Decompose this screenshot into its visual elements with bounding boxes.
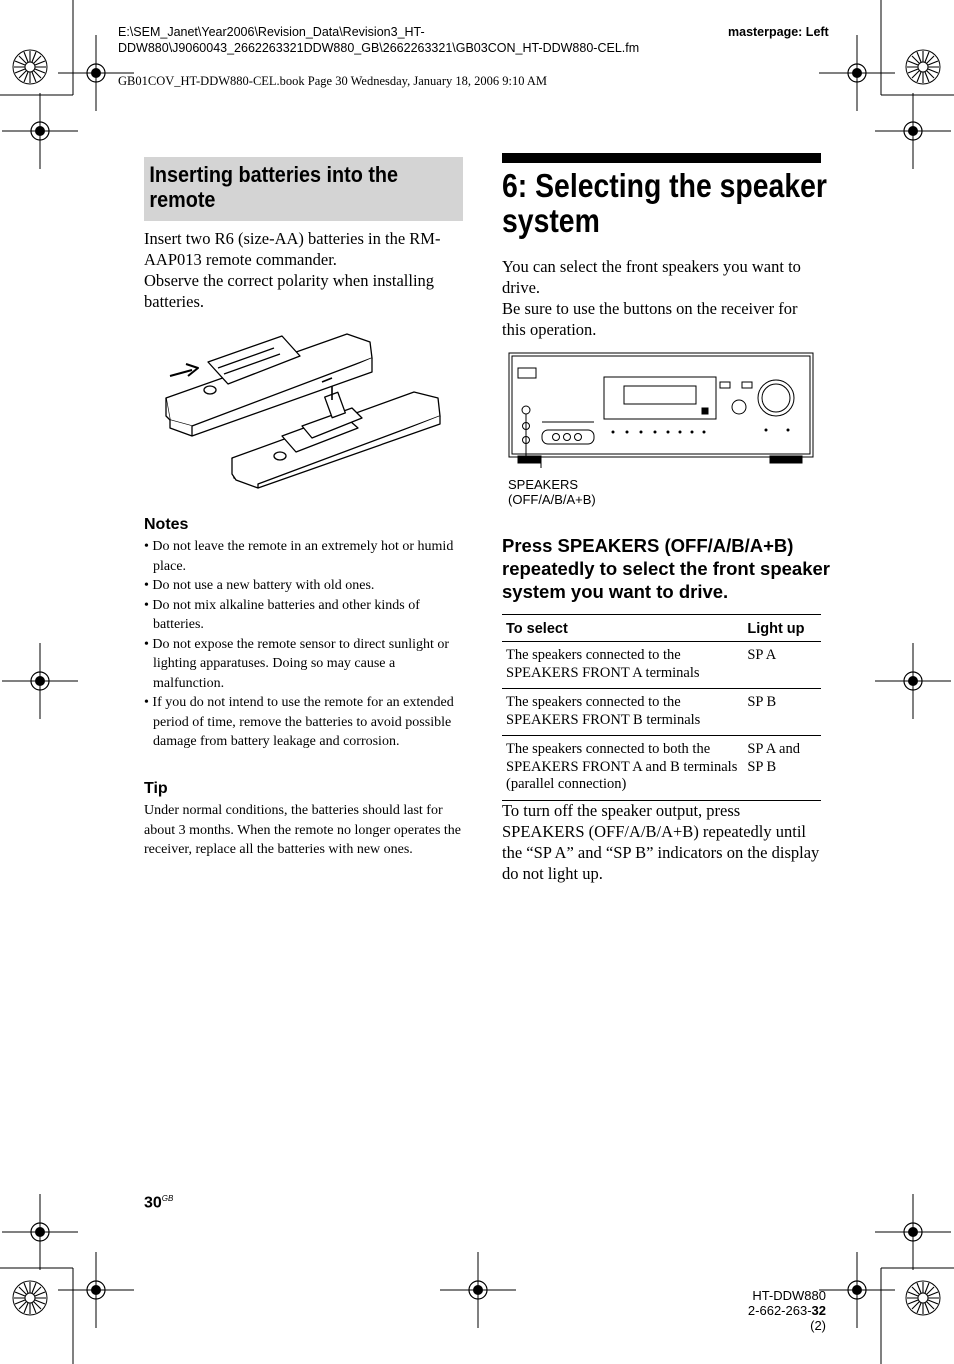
file-path — [118, 24, 639, 56]
remote-battery-illustration — [162, 328, 447, 500]
note-item: • Do not leave the remote in an extremely hot or humid place. — [144, 537, 464, 576]
code-suffix: (2) — [810, 1318, 826, 1333]
tip-title: Tip — [144, 780, 168, 797]
page-number — [144, 1194, 173, 1212]
speakers-callout: SPEAKERS (OFF/A/B/A+B) — [508, 477, 596, 507]
model-name: HT-DDW880 — [752, 1288, 826, 1303]
tip-text: Under normal conditions, the batteries should last for about 3 months. When the remote no longer operates the receiver, replace all the batteries with new ones. — [144, 803, 461, 857]
notes-list — [144, 537, 464, 752]
col-light-up: Light up — [743, 615, 821, 642]
outro-text: To turn off the speaker output, press SPEAKERS (OFF/A/B/A+B) repeatedly until the “SP A” and “SP B” indicators on the display do not light up. — [502, 801, 820, 883]
note-item: • Do not use a new battery with old ones. — [144, 576, 464, 596]
code-bold: 32 — [811, 1303, 826, 1318]
book-line: GB01COV_HT-DDW880-CEL.book Page 30 Wednesday, January 18, 2006 9:10 AM — [118, 74, 548, 88]
file-path-line2: DDW880\J9060043_2662263321DDW880_GB\2662263321\GB03CON_HT-DDW880-CEL.fm — [118, 41, 640, 55]
title-rule — [502, 153, 821, 163]
selection-table — [502, 614, 821, 801]
cell-light: SP B — [743, 689, 821, 736]
page-number-sup: GB — [161, 1194, 174, 1203]
code-prefix: 2-662-263- — [747, 1303, 812, 1318]
note-item: • Do not expose the remote sensor to direct sunlight or lighting apparatuses. Doing so may cause a malfunction. — [144, 635, 464, 694]
cell-select: The speakers connected to the SPEAKERS FRONT A terminals — [502, 642, 743, 689]
note-item: • If you do not intend to use the remote for an extended period of time, remove the batteries to avoid possible damage from battery leakage and corrosion. — [144, 693, 464, 752]
page-title: 6: Selecting the speaker system — [502, 167, 827, 239]
battery-intro — [144, 228, 464, 312]
battery-intro-1: Insert two R6 (size-AA) batteries in the RM-AAP013 remote commander. — [144, 229, 441, 269]
cell-light: SP A and SP B — [743, 736, 821, 801]
cell-select: The speakers connected to both the SPEAKERS FRONT A and B terminals (parallel connection) — [502, 736, 743, 801]
model-footer — [730, 1288, 826, 1333]
receiver-front-panel — [508, 352, 816, 468]
col-to-select: To select — [502, 615, 743, 642]
table-row — [502, 736, 821, 801]
speaker-intro-2: Be sure to use the buttons on the receiver for this operation. — [502, 299, 798, 339]
section-heading-box — [144, 157, 463, 221]
model-code — [730, 1303, 826, 1333]
battery-intro-2: Observe the correct polarity when installing batteries. — [144, 271, 435, 311]
notes-title: Notes — [144, 516, 189, 533]
speaker-intro-1: You can select the front speakers you want to drive. — [502, 257, 801, 297]
speaker-intro — [502, 256, 824, 340]
note-item: • Do not mix alkaline batteries and other kinds of batteries. — [144, 596, 464, 635]
step-instruction: Press SPEAKERS (OFF/A/B/A+B) repeatedly to select the front speaker system you want to drive. — [502, 535, 830, 602]
table-row — [502, 689, 821, 736]
masterpage-label: masterpage: Left — [728, 25, 829, 39]
cell-light: SP A — [743, 642, 821, 689]
section-heading: Inserting batteries into the remote — [149, 162, 399, 212]
page-number-value: 30 — [144, 1194, 162, 1212]
file-path-line1: E:\SEM_Janet\Year2006\Revision_Data\Revision3_HT- — [118, 25, 425, 39]
cell-select: The speakers connected to the SPEAKERS FRONT B terminals — [502, 689, 743, 736]
table-row — [502, 642, 821, 689]
table-header-row — [502, 615, 821, 642]
